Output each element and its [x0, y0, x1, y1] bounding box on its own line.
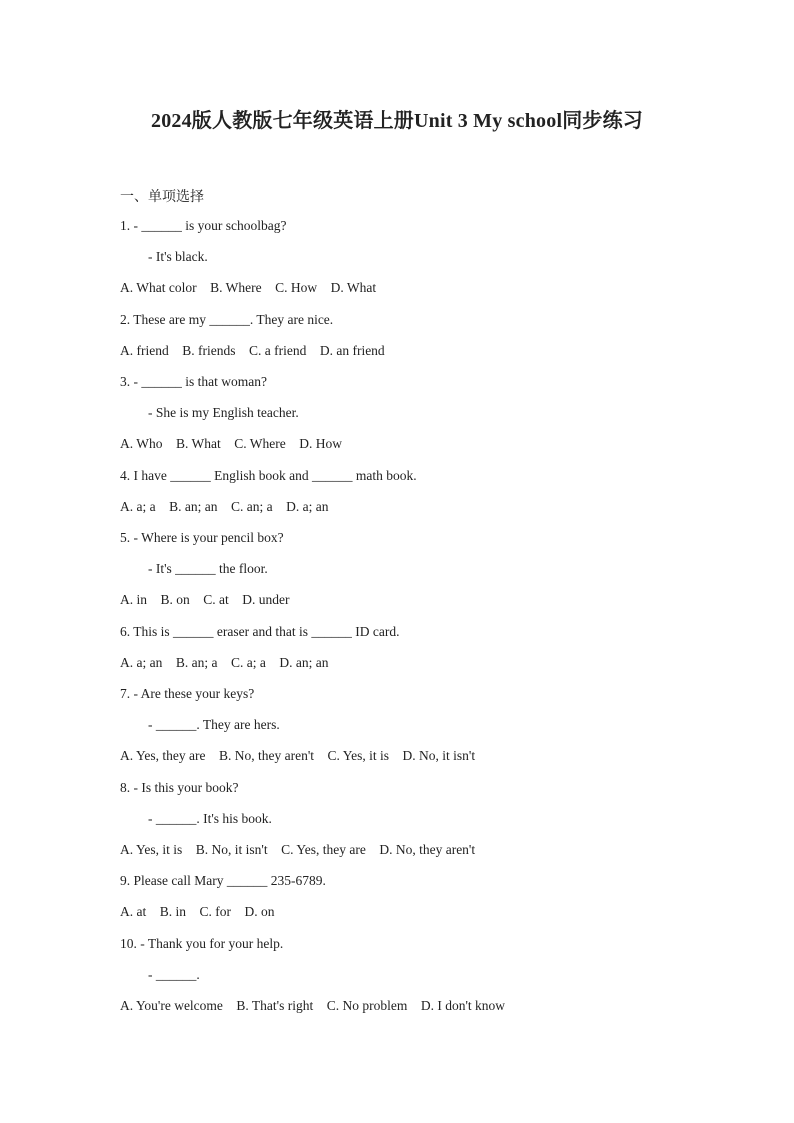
answer-prompt-line: - She is my English teacher. [148, 405, 299, 420]
options-line: A. a; a B. an; an C. an; a D. a; an [120, 499, 329, 514]
options-line: A. a; an B. an; a C. a; a D. an; an [120, 655, 329, 670]
answer-prompt-line: - It's black. [148, 249, 208, 264]
options-line: A. Who B. What C. Where D. How [120, 436, 342, 451]
answer-prompt-line: - ______. [148, 967, 200, 982]
question-line: 5. - Where is your pencil box? [120, 530, 284, 545]
answer-prompt-line: - ______. They are hers. [148, 717, 280, 732]
page-title: 2024版人教版七年级英语上册Unit 3 My school同步练习 [151, 110, 643, 132]
options-line: A. friend B. friends C. a friend D. an friend [120, 343, 385, 358]
question-line: 2. These are my ______. They are nice. [120, 312, 334, 327]
options-line: A. You're welcome B. That's right C. No problem D. I don't know [120, 998, 506, 1013]
question-line: 4. I have ______ English book and ______ math book. [120, 468, 417, 483]
options-line: A. Yes, they are B. No, they aren't C. Yes, it is D. No, it isn't [120, 748, 476, 763]
question-line: 3. - ______ is that woman? [120, 374, 267, 389]
section-heading: 一、单项选择 [120, 190, 204, 205]
options-line: A. in B. on C. at D. under [120, 592, 290, 607]
answer-prompt-line: - ______. It's his book. [148, 811, 272, 826]
answer-prompt-line: - It's ______ the floor. [148, 561, 268, 576]
question-line: 7. - Are these your keys? [120, 686, 255, 701]
options-line: A. at B. in C. for D. on [120, 904, 275, 919]
question-line: 10. - Thank you for your help. [120, 936, 284, 951]
options-line: A. What color B. Where C. How D. What [120, 280, 377, 295]
question-line: 6. This is ______ eraser and that is ______ ID card. [120, 624, 400, 639]
question-line: 9. Please call Mary ______ 235-6789. [120, 873, 326, 888]
question-line: 8. - Is this your book? [120, 780, 239, 795]
options-line: A. Yes, it is B. No, it isn't C. Yes, they are D. No, they aren't [120, 842, 476, 857]
question-line: 1. - ______ is your schoolbag? [120, 218, 287, 233]
